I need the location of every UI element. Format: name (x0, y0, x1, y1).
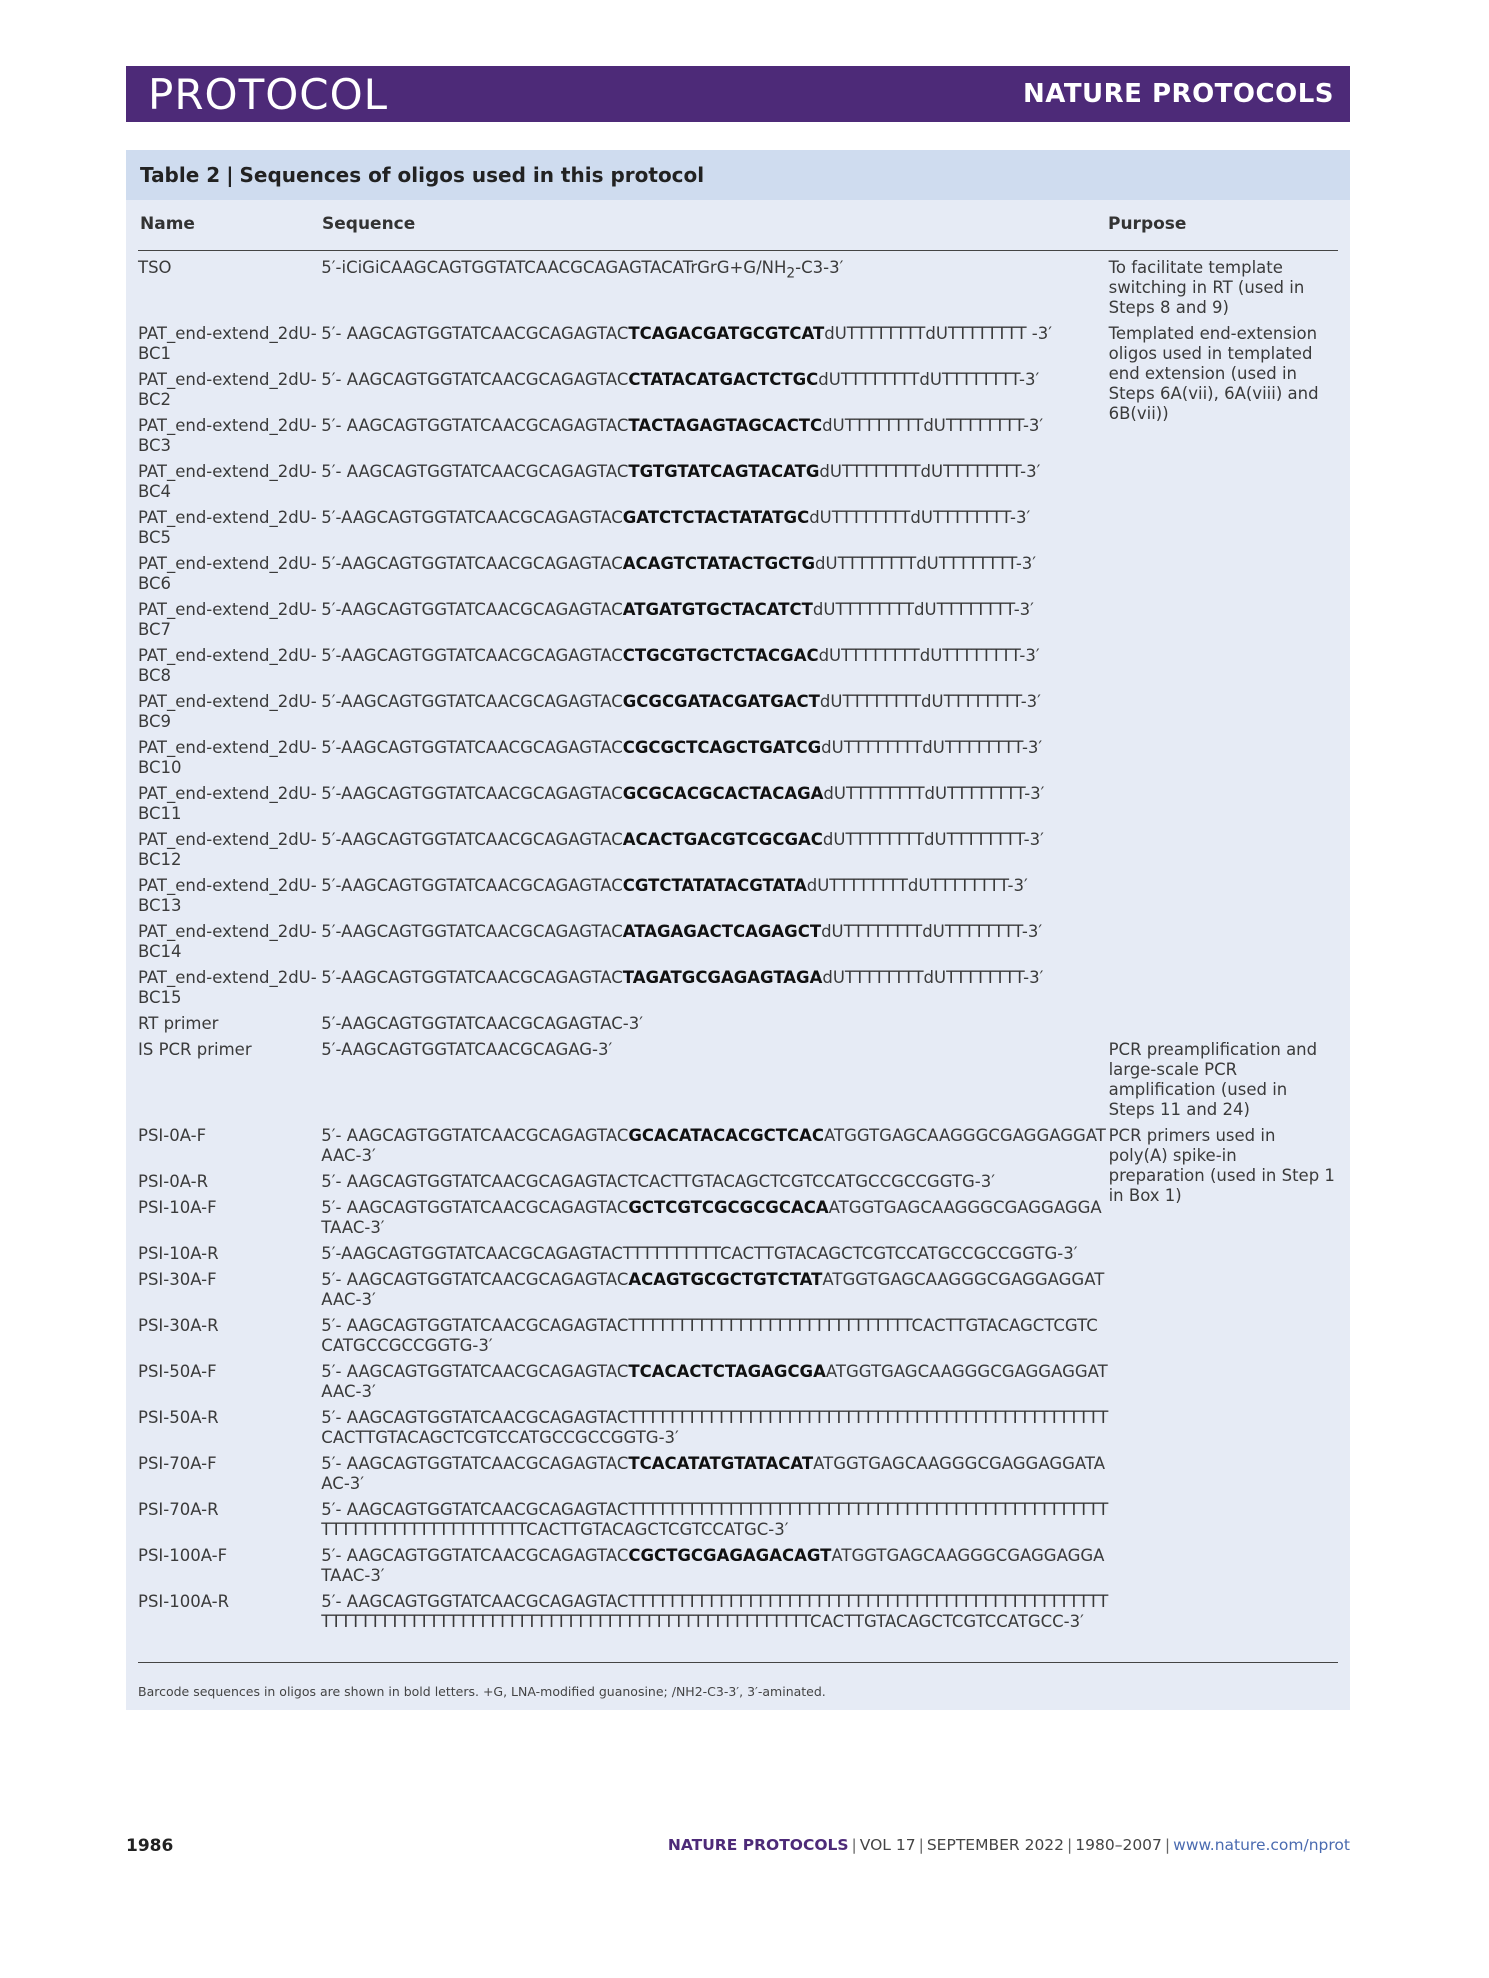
footer-date: SEPTEMBER 2022 (926, 1836, 1065, 1854)
oligo-name: PSI-70A-F (138, 1454, 217, 1473)
sequence-part: 5′- AAGCAGTGGTATCAACGCAGAGTAC (321, 1362, 629, 1381)
sequence-part: 5′- AAGCAGTGGTATCAACGCAGAGTACTTTTTTTTTTTTTTTTTTTTTTTTTTTTTCACTTGTACAGCTCGTCCATGCCGCCGGTG-3′ (321, 1316, 1098, 1355)
oligo-sequence (321, 416, 1108, 462)
oligo-sequence (321, 370, 1108, 416)
journal-name: NATURE PROTOCOLS (1022, 79, 1334, 109)
sequence-part: dUTTTTTTTTdUTTTTTTTT-3′ (809, 508, 1031, 527)
sequence-part: dUTTTTTTTTdUTTTTTTTT-3′ (819, 462, 1041, 481)
oligo-name: PSI-0A-R (138, 1172, 209, 1191)
sequence-part: 5′-AAGCAGTGGTATCAACGCAGAGTAC (321, 600, 623, 619)
oligo-sequence (321, 1014, 1108, 1040)
barcode: GCTCGTCGCGCGCACA (628, 1198, 829, 1217)
table-row (138, 1040, 1338, 1126)
oligo-purpose: To facilitate template switching in RT (used in Steps 8 and 9) (1108, 258, 1305, 317)
sequence-part: ATGGTGAGCAAGGGCGAGGAGGATAAC-3′ (321, 1270, 1105, 1309)
section-label: PROTOCOL (148, 69, 389, 119)
oligo-sequence (321, 876, 1108, 922)
sequence-part: ATGGTGAGCAAGGGCGAGGAGGATAAC-3′ (321, 1546, 1105, 1585)
oligo-sequence (321, 1362, 1108, 1408)
sequence-part: 5′-AAGCAGTGGTATCAACGCAGAGTAC (321, 692, 623, 711)
oligo-table-box (126, 150, 1350, 1710)
table-title: Sequences of oligos used in this protocol (239, 163, 705, 187)
footer-pages: 1980–2007 (1075, 1836, 1162, 1854)
oligo-sequence (321, 646, 1108, 692)
oligo-name: PAT_end-extend_2dU-BC2 (138, 370, 317, 409)
barcode: TCACACTCTAGAGCGA (628, 1362, 826, 1381)
barcode: CTGCGTGCTCTACGAC (622, 646, 819, 665)
oligo-sequence (321, 1546, 1108, 1592)
sequence-part: 5′- AAGCAGTGGTATCAACGCAGAGTACTTTTTTTTTTTTTTTTTTTTTTTTTTTTTTTTTTTTTTTTTTTTTTTTTTTTTTTTTTTTTTTTTTTTTTCACTTGTACAGCTCGTCCATGC-3′ (321, 1500, 1109, 1539)
oligo-name: PAT_end-extend_2dU-BC13 (138, 876, 317, 915)
oligo-sequence (321, 830, 1108, 876)
oligo-name: PSI-30A-R (138, 1316, 219, 1335)
table-row (138, 1014, 1338, 1040)
sequence-part: dUTTTTTTTTdUTTTTTTTT-3′ (823, 784, 1045, 803)
barcode: ATAGAGACTCAGAGCT (622, 922, 822, 941)
page-number: 1986 (126, 1836, 174, 1856)
oligo-sequence (321, 1500, 1108, 1546)
sequence-part: ATGGTGAGCAAGGGCGAGGAGGATAAC-3′ (321, 1198, 1102, 1237)
oligo-name: PSI-30A-F (138, 1270, 217, 1289)
oligo-name: PSI-70A-R (138, 1500, 219, 1519)
oligo-name: PAT_end-extend_2dU-BC12 (138, 830, 317, 869)
oligo-name: PAT_end-extend_2dU-BC7 (138, 600, 317, 639)
sequence-part: 5′- AAGCAGTGGTATCAACGCAGAGTAC (321, 416, 629, 435)
oligo-sequence (321, 258, 1108, 324)
sequence-part: dUTTTTTTTTdUTTTTTTTT-3′ (819, 692, 1041, 711)
table-row (138, 1126, 1338, 1172)
barcode: TAGATGCGAGAGTAGA (622, 968, 823, 987)
oligo-purpose: Templated end-extension oligos used in templated end extension (used in Steps 6A(vii), 6A(viii) and 6B(vii)) (1108, 324, 1319, 423)
caption-separator: | (226, 163, 234, 187)
oligo-purpose: PCR preamplification and large-scale PCR amplification (used in Steps 11 and 24) (1108, 1040, 1318, 1119)
table-row (138, 258, 1338, 324)
barcode: GATCTCTACTATATGC (622, 508, 810, 527)
sequence-part: 5′- AAGCAGTGGTATCAACGCAGAGTAC (321, 1270, 629, 1289)
sequence-part: 5′- AAGCAGTGGTATCAACGCAGAGTAC (321, 1454, 629, 1473)
barcode: TCACATATGTATACAT (628, 1454, 814, 1473)
sequence-part: ATGGTGAGCAAGGGCGAGGAGGATAAC-3′ (321, 1126, 1106, 1165)
oligo-sequence (321, 968, 1108, 1014)
oligo-name: PAT_end-extend_2dU-BC14 (138, 922, 317, 961)
oligo-name: PSI-100A-R (138, 1592, 230, 1611)
sequence-part: 5′-AAGCAGTGGTATCAACGCAGAG-3′ (321, 1040, 613, 1059)
barcode: TCAGACGATGCGTCAT (628, 324, 825, 343)
sequence-part: 5′-AAGCAGTGGTATCAACGCAGAGTAC (321, 784, 623, 803)
table-caption (126, 150, 1350, 200)
oligo-sequence (321, 922, 1108, 968)
oligo-name: PSI-10A-R (138, 1244, 219, 1263)
sequence-part: dUTTTTTTTTdUTTTTTTTT-3′ (818, 646, 1040, 665)
oligo-sequence (321, 1270, 1108, 1316)
barcode: CGTCTATATACGTATA (622, 876, 807, 895)
barcode: ACACTGACGTCGCGAC (622, 830, 823, 849)
oligo-sequence (321, 1126, 1108, 1172)
oligo-sequence (321, 692, 1108, 738)
sequence-part: dUTTTTTTTTdUTTTTTTTT-3′ (822, 416, 1044, 435)
oligo-sequence (321, 1408, 1108, 1454)
oligo-name: PSI-50A-R (138, 1408, 219, 1427)
sequence-part: 5′- AAGCAGTGGTATCAACGCAGAGTAC (321, 1546, 629, 1565)
oligo-name: PSI-10A-F (138, 1198, 217, 1217)
sequence-part: dUTTTTTTTTdUTTTTTTTT -3′ (824, 324, 1052, 343)
sequence-part: -C3-3′ (795, 258, 844, 277)
subscript: 2 (786, 265, 796, 282)
header-rule (138, 250, 1338, 251)
barcode: CTATACATGACTCTGC (628, 370, 819, 389)
sequence-part: ATGGTGAGCAAGGGCGAGGAGGATAAC-3′ (321, 1362, 1108, 1401)
oligo-sequence (321, 1172, 1108, 1198)
oligo-name: IS PCR primer (138, 1040, 252, 1059)
oligo-sequence (321, 462, 1108, 508)
barcode: CGCGCTCAGCTGATCG (622, 738, 822, 757)
column-header-name: Name (140, 214, 195, 234)
oligo-name: PAT_end-extend_2dU-BC15 (138, 968, 317, 1007)
sequence-part: 5′- AAGCAGTGGTATCAACGCAGAGTAC (321, 1126, 629, 1145)
oligo-name: PAT_end-extend_2dU-BC6 (138, 554, 317, 593)
barcode: TACTAGAGTAGCACTC (628, 416, 823, 435)
oligo-purpose: PCR primers used in poly(A) spike-in preparation (used in Step 1 in Box 1) (1108, 1126, 1335, 1205)
oligo-sequence (321, 784, 1108, 830)
oligo-table (138, 258, 1338, 1638)
oligo-sequence (321, 1454, 1108, 1500)
table-row (138, 324, 1338, 370)
oligo-name: PAT_end-extend_2dU-BC11 (138, 784, 317, 823)
oligo-name: PAT_end-extend_2dU-BC1 (138, 324, 317, 363)
barcode: ACAGTCTATACTGCTG (622, 554, 816, 573)
oligo-sequence (321, 738, 1108, 784)
sequence-part: 5′- AAGCAGTGGTATCAACGCAGAGTACTCACTTGTACAGCTCGTCCATGCCGCCGGTG-3′ (321, 1172, 995, 1191)
oligo-name: PAT_end-extend_2dU-BC5 (138, 508, 317, 547)
oligo-name: TSO (138, 258, 172, 277)
oligo-name: PAT_end-extend_2dU-BC3 (138, 416, 317, 455)
bottom-rule (138, 1662, 1338, 1663)
oligo-name: PAT_end-extend_2dU-BC4 (138, 462, 317, 501)
sequence-part: 5′-iCiGiCAAGCAGTGGTATCAACGCAGAGTACATrGrG+G/NH (321, 258, 787, 277)
sequence-part: dUTTTTTTTTdUTTTTTTTT-3′ (821, 922, 1043, 941)
barcode: GCGCACGCACTACAGA (622, 784, 824, 803)
section-banner (126, 66, 1350, 122)
journal-footer: NATURE PROTOCOLS | VOL 17 | SEPTEMBER 2022 | 1980–2007 | www.nature.com/nprot (667, 1836, 1350, 1854)
oligo-name: RT primer (138, 1014, 219, 1033)
footer-volume: VOL 17 (859, 1836, 916, 1854)
sequence-part: 5′-AAGCAGTGGTATCAACGCAGAGTACTTTTTTTTTTCACTTGTACAGCTCGTCCATGCCGCCGGTG-3′ (321, 1244, 1078, 1263)
oligo-name: PAT_end-extend_2dU-BC9 (138, 692, 317, 731)
sequence-part: 5′- AAGCAGTGGTATCAACGCAGAGTAC (321, 1198, 629, 1217)
sequence-part: dUTTTTTTTTdUTTTTTTTT-3′ (821, 738, 1043, 757)
sequence-part: 5′-AAGCAGTGGTATCAACGCAGAGTAC (321, 508, 623, 527)
footer-url[interactable]: www.nature.com/nprot (1173, 1836, 1350, 1854)
barcode: CGCTGCGAGAGACAGT (628, 1546, 832, 1565)
table-label: Table 2 (140, 163, 221, 187)
sequence-part: ATGGTGAGCAAGGGCGAGGAGGATAAC-3′ (321, 1454, 1106, 1493)
sequence-part: 5′-AAGCAGTGGTATCAACGCAGAGTAC (321, 646, 623, 665)
oligo-sequence (321, 1244, 1108, 1270)
oligo-sequence (321, 324, 1108, 370)
oligo-name: PAT_end-extend_2dU-BC10 (138, 738, 317, 777)
oligo-sequence (321, 554, 1108, 600)
oligo-sequence (321, 1040, 1108, 1126)
sequence-part: 5′- AAGCAGTGGTATCAACGCAGAGTACTTTTTTTTTTTTTTTTTTTTTTTTTTTTTTTTTTTTTTTTTTTTTTTTTCACTTGTACAGCTCGTCCATGCCGCCGGTG-3′ (321, 1408, 1109, 1447)
oligo-sequence (321, 1592, 1108, 1638)
column-header-purpose: Purpose (1108, 214, 1187, 234)
sequence-part: dUTTTTTTTTdUTTTTTTTT-3′ (822, 830, 1044, 849)
oligo-name: PSI-0A-F (138, 1126, 207, 1145)
barcode: ATGATGTGCTACATCT (622, 600, 813, 619)
sequence-part: dUTTTTTTTTdUTTTTTTTT-3′ (822, 968, 1044, 987)
barcode: GCGCGATACGATGACT (622, 692, 820, 711)
oligo-name: PSI-50A-F (138, 1362, 217, 1381)
sequence-part: 5′-AAGCAGTGGTATCAACGCAGAGTAC (321, 876, 623, 895)
oligo-sequence (321, 508, 1108, 554)
sequence-part: 5′- AAGCAGTGGTATCAACGCAGAGTAC (321, 462, 629, 481)
sequence-part: 5′- AAGCAGTGGTATCAACGCAGAGTAC (321, 324, 629, 343)
oligo-sequence (321, 1198, 1108, 1244)
sequence-part: 5′-AAGCAGTGGTATCAACGCAGAGTAC (321, 922, 623, 941)
sequence-part: 5′- AAGCAGTGGTATCAACGCAGAGTAC (321, 370, 629, 389)
oligo-name: PSI-100A-F (138, 1546, 228, 1565)
oligo-name: PAT_end-extend_2dU-BC8 (138, 646, 317, 685)
sequence-part: dUTTTTTTTTdUTTTTTTTT-3′ (812, 600, 1034, 619)
sequence-part: 5′-AAGCAGTGGTATCAACGCAGAGTAC (321, 968, 623, 987)
barcode: GCACATACACGCTCAC (628, 1126, 825, 1145)
oligo-sequence (321, 1316, 1108, 1362)
sequence-part: 5′- AAGCAGTGGTATCAACGCAGAGTACTTTTTTTTTTTTTTTTTTTTTTTTTTTTTTTTTTTTTTTTTTTTTTTTTTTTTTTTTTTTTTTTTTTTTTTTTTTTTTTTTTTTTTTTTTTTTTTTTTTCACTTGTACAGCTCGTCCATGCC-3′ (321, 1592, 1109, 1631)
sequence-part: 5′-AAGCAGTGGTATCAACGCAGAGTAC-3′ (321, 1014, 643, 1033)
sequence-part: 5′-AAGCAGTGGTATCAACGCAGAGTAC (321, 738, 623, 757)
table-footnote: Barcode sequences in oligos are shown in bold letters. +G, LNA-modified guanosine; /NH2-C3-3′, 3′-aminated. (138, 1684, 826, 1699)
sequence-part: 5′-AAGCAGTGGTATCAACGCAGAGTAC (321, 830, 623, 849)
footer-journal: NATURE PROTOCOLS (667, 1836, 849, 1854)
barcode: TGTGTATCAGTACATG (628, 462, 820, 481)
sequence-part: dUTTTTTTTTdUTTTTTTTT-3′ (806, 876, 1028, 895)
sequence-part: dUTTTTTTTTdUTTTTTTTT-3′ (815, 554, 1037, 573)
oligo-sequence (321, 600, 1108, 646)
sequence-part: dUTTTTTTTTdUTTTTTTTT-3′ (818, 370, 1040, 389)
barcode: ACAGTGCGCTGTCTAT (628, 1270, 823, 1289)
sequence-part: 5′-AAGCAGTGGTATCAACGCAGAGTAC (321, 554, 623, 573)
column-header-sequence: Sequence (322, 214, 416, 234)
